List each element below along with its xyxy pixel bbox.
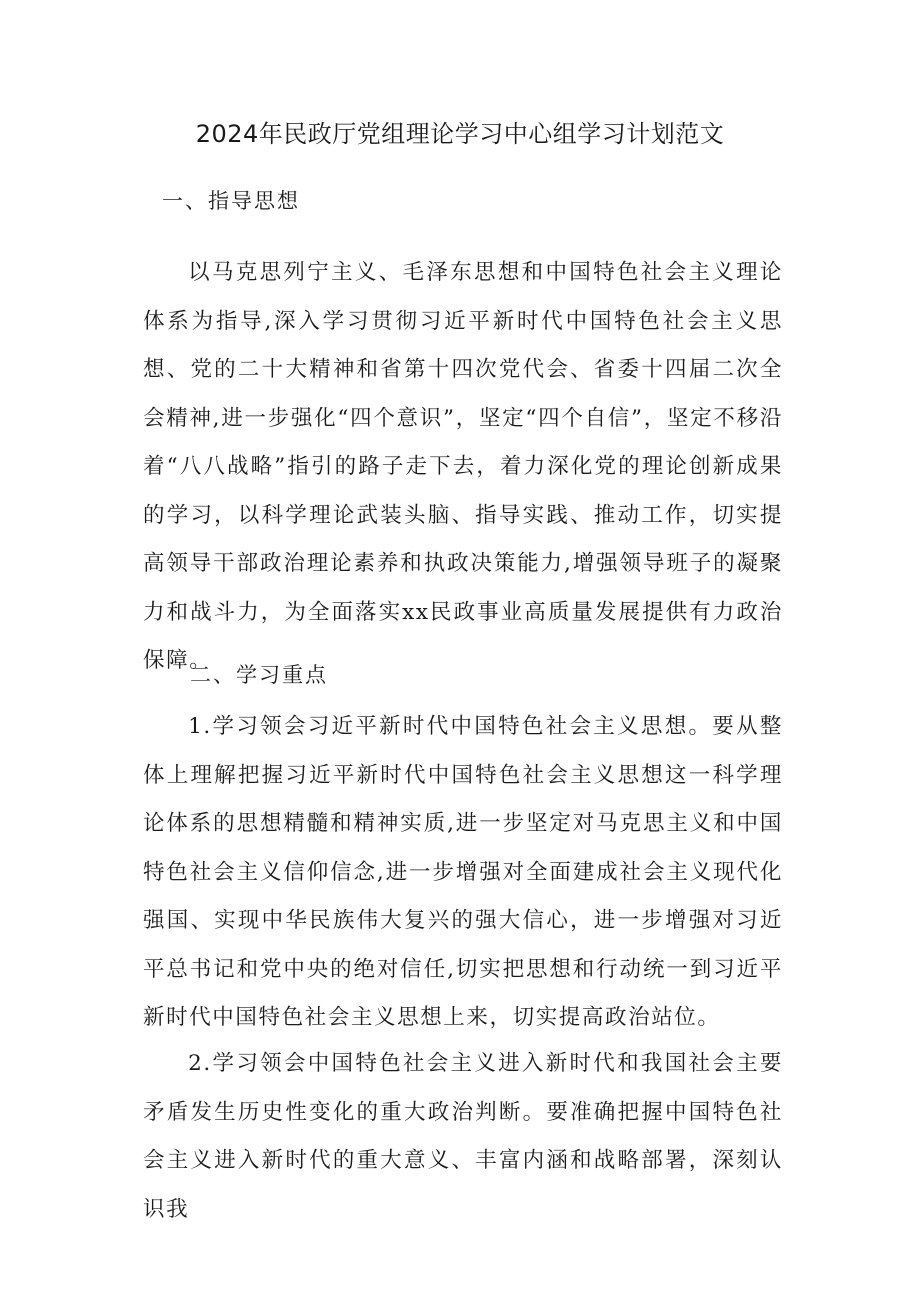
paragraph-study-focus-2: 2.学习领会中国特色社会主义进入新时代和我国社会主要矛盾发生历史性变化的重大政治判断。要准确把握中国特色社会主义进入新时代的重大意义、丰富内涵和战略部署，深刻认识我: [143, 1051, 783, 1222]
document-title: 2024年民政厅党组理论学习中心组学习计划范文: [195, 120, 725, 148]
section-heading-study-focus: 二、学习重点: [190, 663, 328, 687]
section-heading-guiding-ideology: 一、指导思想: [162, 189, 300, 213]
paragraph-guiding-ideology: 以马克思列宁主义、毛泽东思想和中国特色社会主义理论体系为指导,深入学习贯彻习近平新时代中国特色社会主义思想、党的二十大精神和省第十四次党代会、省委十四届二次全会精神,进一步强化“四个意识”，坚定“四个自信”，坚定不移沿着“八八战略”指引的路子走下去，着力深化党的理论创新成果的学习，以科学理论武装头脑、指导实践、推动工作，切实提高领导干部政治理论素养和执政决策能力,增强领导班子的凝聚力和战斗力，为全面落实xx民政事业高质量发展提供有力政治保障。: [143, 260, 783, 673]
paragraph-study-focus-1: 1.学习领会习近平新时代中国特色社会主义思想。要从整体上理解把握习近平新时代中国特色社会主义思想这一科学理论体系的思想精髓和精神实质,进一步坚定对马克思主义和中国特色社会主义信仰信念,进一步增强对全面建成社会主义现代化强国、实现中华民族伟大复兴的强大信心，进一步增强对习近平总书记和党中央的绝对信任,切实把思想和行动统一到习近平新时代中国特色社会主义思想上来，切实提高政治站位。: [143, 714, 783, 1030]
